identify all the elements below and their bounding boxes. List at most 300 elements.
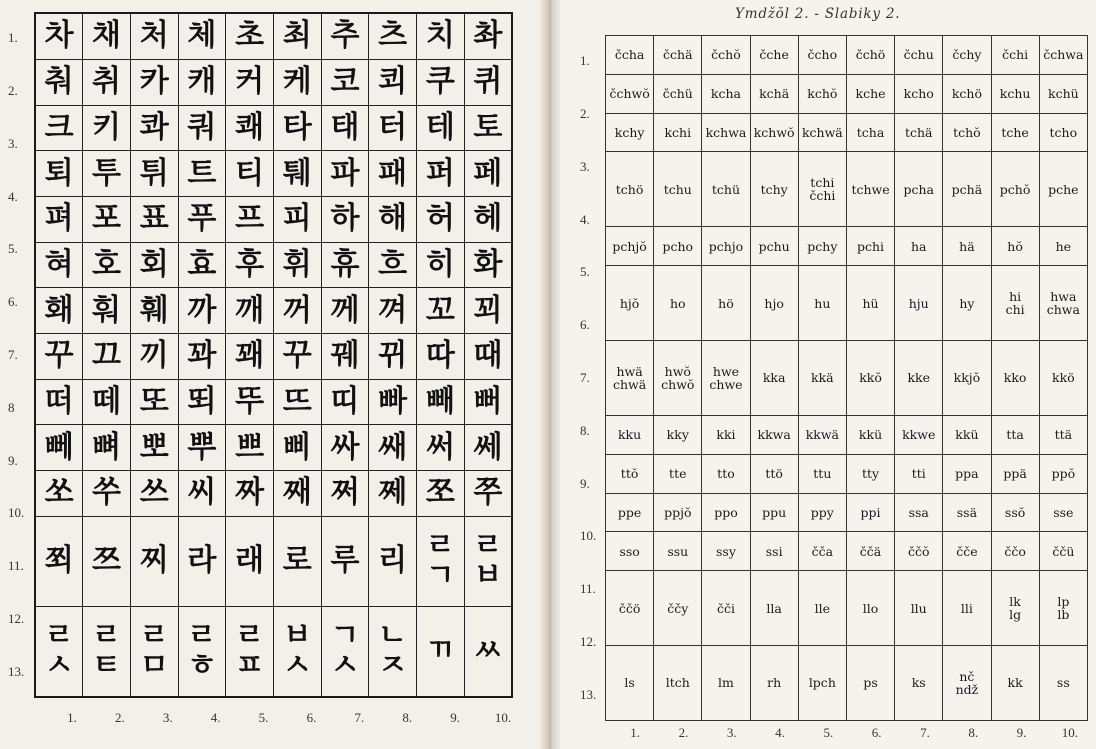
transliteration-cell: ččö	[606, 571, 654, 646]
transliteration-cell: ltch	[654, 646, 702, 721]
transliteration-cell: hjŏ	[606, 266, 654, 341]
transliteration-cell: kchö	[943, 74, 991, 113]
transliteration-cell: he	[1039, 227, 1087, 266]
transliteration-cell: ččä	[846, 532, 894, 571]
table-row	[35, 13, 512, 59]
syllable-cell: 츠	[369, 13, 417, 59]
syllable-cell: 처	[130, 13, 178, 59]
transliteration-cell: kchu	[991, 74, 1039, 113]
syllable-cell: 짜	[226, 471, 274, 517]
row-number: 13.	[8, 663, 25, 679]
syllable-cell: 쯔	[83, 516, 131, 606]
column-number: 8.	[402, 710, 413, 725]
transliteration-cell: tcha	[846, 113, 894, 152]
transliteration-cell: lm	[702, 646, 750, 721]
transliteration-cell: tta	[991, 415, 1039, 454]
row-number: 5.	[580, 264, 590, 280]
transliteration-cell: tche	[991, 113, 1039, 152]
column-number: 2.	[114, 710, 125, 725]
transliteration-cell: kkä	[798, 341, 846, 416]
transliteration-cell: ppo	[702, 493, 750, 532]
syllable-cell: 끼	[130, 334, 178, 380]
table-row	[606, 152, 1088, 227]
row-number: 11.	[580, 581, 596, 597]
transliteration-cell: kchwä	[798, 113, 846, 152]
table-row	[606, 74, 1088, 113]
syllable-cell: ㄴㅈ	[369, 606, 417, 697]
row-number: 10.	[580, 528, 597, 544]
transliteration-cell: kkwa	[750, 415, 798, 454]
transliteration-cell: ččŏ	[895, 532, 943, 571]
transliteration-cell: ppi	[846, 493, 894, 532]
column-number: 10.	[1061, 725, 1078, 740]
transliteration-cell: kkŏ	[846, 341, 894, 416]
transliteration-cell: ha	[895, 227, 943, 266]
syllable-cell: 펴	[35, 196, 83, 242]
syllable-cell: 트	[178, 151, 226, 197]
transliteration-cell: kki	[702, 415, 750, 454]
row-number: 6.	[8, 294, 18, 310]
syllable-cell: 뻬	[35, 425, 83, 471]
syllable-cell: 쓰	[130, 471, 178, 517]
syllable-cell: ㄹㅅ	[35, 606, 83, 697]
syllable-cell: 푸	[178, 196, 226, 242]
column-number: 7.	[920, 725, 930, 740]
syllable-cell: 때	[464, 334, 512, 380]
syllable-cell: 싸	[321, 425, 369, 471]
transliteration-cell: ttä	[1039, 415, 1087, 454]
transliteration-cell: ssu	[654, 532, 702, 571]
transliteration-cell: hu	[798, 266, 846, 341]
transliteration-cell: hwe chwe	[702, 341, 750, 416]
transliteration-cell: čče	[943, 532, 991, 571]
syllable-cell: 리	[369, 516, 417, 606]
transliteration-cell: kko	[991, 341, 1039, 416]
syllable-cell: 태	[321, 105, 369, 151]
syllable-cell: 차	[35, 13, 83, 59]
transliteration-cell: tchŏ	[943, 113, 991, 152]
transliteration-cell: pchä	[943, 152, 991, 227]
syllable-cell: 껴	[369, 288, 417, 334]
syllable-cell: 호	[83, 242, 131, 288]
transliteration-cell: pchjo	[702, 227, 750, 266]
syllable-cell: 포	[83, 196, 131, 242]
transliteration-cell: hi chi	[991, 266, 1039, 341]
syllable-cell: 쩌	[321, 471, 369, 517]
syllable-cell: 쭈	[464, 471, 512, 517]
transliteration-cell: ččy	[654, 571, 702, 646]
transliteration-cell: lp lb	[1039, 571, 1087, 646]
column-number: 8.	[968, 725, 979, 740]
table-row	[606, 415, 1088, 454]
syllable-cell: 카	[130, 59, 178, 105]
row-number: 2.	[580, 106, 590, 122]
transliteration-cell: hŏ	[991, 227, 1039, 266]
transliteration-cell: čchü	[654, 74, 702, 113]
syllable-cell: 써	[417, 425, 465, 471]
syllable-cell: 쑤	[83, 471, 131, 517]
column-number: 3.	[726, 725, 737, 740]
syllable-cell: 뻐	[464, 379, 512, 425]
transliteration-cell: kchwa	[702, 113, 750, 152]
transliteration-cell: ho	[654, 266, 702, 341]
row-number: 8.	[580, 422, 590, 438]
table-row	[606, 646, 1088, 721]
transliteration-cell: ssä	[943, 493, 991, 532]
transliteration-cell: ttu	[798, 454, 846, 493]
transliteration-cell: čchwa	[1039, 36, 1087, 75]
syllable-cell: 추	[321, 13, 369, 59]
transliteration-cell: čchö	[846, 36, 894, 75]
syllable-cell: 쩨	[369, 471, 417, 517]
syllable-cell: 뿌	[178, 425, 226, 471]
row-number: 9.	[8, 452, 18, 468]
transliteration-cell: tchö	[606, 152, 654, 227]
row-number: 6.	[580, 317, 590, 333]
transliteration-cell: kkü	[943, 415, 991, 454]
syllable-cell: 퍼	[417, 151, 465, 197]
transliteration-cell: kcho	[895, 74, 943, 113]
syllable-cell: 효	[178, 242, 226, 288]
syllable-cell: 쁘	[226, 425, 274, 471]
syllable-cell: 퇴	[35, 151, 83, 197]
syllable-cell: 꾸	[273, 334, 321, 380]
transliteration-cell: hö	[702, 266, 750, 341]
transliteration-cell: hä	[943, 227, 991, 266]
syllable-cell: 초	[226, 13, 274, 59]
syllable-cell: 휴	[321, 242, 369, 288]
row-number: 8	[8, 399, 15, 415]
table-row	[606, 454, 1088, 493]
transliteration-cell: čchŏ	[702, 36, 750, 75]
transliteration-cell: lli	[943, 571, 991, 646]
transliteration-cell: pcho	[654, 227, 702, 266]
syllable-cell: 쌔	[369, 425, 417, 471]
transliteration-cell: čcha	[606, 36, 654, 75]
syllable-cell: 삐	[273, 425, 321, 471]
syllable-cell: 파	[321, 151, 369, 197]
transliteration-cell: čči	[702, 571, 750, 646]
syllable-cell: 뙤	[178, 379, 226, 425]
syllable-cell: 쿠	[417, 59, 465, 105]
table-row	[606, 36, 1088, 75]
syllable-cell: 케	[273, 59, 321, 105]
syllable-cell: 꾸	[35, 334, 83, 380]
syllable-cell: 채	[83, 13, 131, 59]
transliteration-cell: lk lg	[991, 571, 1039, 646]
syllable-cell: 취	[83, 59, 131, 105]
transliteration-cell: čche	[750, 36, 798, 75]
transliteration-cell: tchü	[702, 152, 750, 227]
transliteration-cell: ssa	[895, 493, 943, 532]
table-row	[606, 493, 1088, 532]
syllable-cell: 꾀	[464, 288, 512, 334]
column-number: 9.	[450, 710, 461, 725]
transliteration-cell: ssy	[702, 532, 750, 571]
column-number: 7.	[354, 710, 365, 725]
syllable-cell: 촤	[464, 13, 512, 59]
syllable-cell: 뼈	[83, 425, 131, 471]
column-number: 9.	[1016, 725, 1027, 740]
syllable-cell: 쿼	[178, 105, 226, 151]
syllable-cell: 하	[321, 196, 369, 242]
syllable-cell: 퀴	[464, 59, 512, 105]
transliteration-cell: lla	[750, 571, 798, 646]
transliteration-cell: ččü	[1039, 532, 1087, 571]
syllable-cell: 타	[273, 105, 321, 151]
row-number: 1.	[580, 53, 590, 69]
transliteration-cell: ttŏ	[606, 454, 654, 493]
transliteration-cell: ss	[1039, 646, 1087, 721]
transliteration-cell: pchjŏ	[606, 227, 654, 266]
table-row	[35, 151, 512, 197]
syllable-cell: 끄	[83, 334, 131, 380]
syllable-cell: 코	[321, 59, 369, 105]
transliteration-cell: kche	[846, 74, 894, 113]
row-number: 4.	[8, 188, 18, 204]
syllable-cell: 훠	[83, 288, 131, 334]
syllable-cell: 키	[83, 105, 131, 151]
transliteration-cell: kchwŏ	[750, 113, 798, 152]
table-row	[606, 532, 1088, 571]
syllable-cell: 피	[273, 196, 321, 242]
table-row	[606, 571, 1088, 646]
right-page-title: Ymdžŏl 2. - Slabiky 2.	[735, 6, 901, 22]
transliteration-cell: hju	[895, 266, 943, 341]
transliteration-cell: ppu	[750, 493, 798, 532]
syllable-cell: 찌	[130, 516, 178, 606]
book-gutter	[540, 0, 560, 749]
table-row	[35, 59, 512, 105]
syllable-cell: ㄱㅅ	[321, 606, 369, 697]
syllable-cell: ㅂㅅ	[273, 606, 321, 697]
syllable-cell: 토	[464, 105, 512, 151]
row-number: 3.	[580, 158, 590, 174]
transliteration-cell: nč ndž	[943, 646, 991, 721]
transliteration-cell: ppy	[798, 493, 846, 532]
syllable-cell: 빠	[369, 379, 417, 425]
transliteration-cell: kku	[606, 415, 654, 454]
transliteration-cell: llu	[895, 571, 943, 646]
syllable-cell: 께	[321, 288, 369, 334]
table-row	[35, 334, 512, 380]
transliteration-cell: kchy	[606, 113, 654, 152]
syllable-cell: 터	[369, 105, 417, 151]
transliteration-cell: ppŏ	[1039, 454, 1087, 493]
column-number: 5.	[823, 725, 834, 740]
syllable-cell: 훼	[130, 288, 178, 334]
transliteration-cell: kky	[654, 415, 702, 454]
transliteration-cell: ls	[606, 646, 654, 721]
table-row	[606, 113, 1088, 152]
syllable-cell: 띠	[321, 379, 369, 425]
row-number: 13.	[580, 686, 597, 702]
transliteration-cell: tte	[654, 454, 702, 493]
transliteration-cell: ppjŏ	[654, 493, 702, 532]
syllable-cell: 떼	[83, 379, 131, 425]
syllable-cell: 프	[226, 196, 274, 242]
row-number: 9.	[580, 475, 590, 491]
transliteration-cell: kkjŏ	[943, 341, 991, 416]
transliteration-cell: čča	[798, 532, 846, 571]
syllable-cell: 화	[464, 242, 512, 288]
syllable-cell: 헤	[464, 196, 512, 242]
transliteration-cell: tchu	[654, 152, 702, 227]
syllable-cell: ㄹㅎ	[178, 606, 226, 697]
column-number: 5.	[258, 710, 269, 725]
syllable-cell: 체	[178, 13, 226, 59]
transliteration-cell: tty	[846, 454, 894, 493]
syllable-cell: 쏘	[35, 471, 83, 517]
transliteration-cell: hwŏ chwŏ	[654, 341, 702, 416]
syllable-cell: 씨	[178, 471, 226, 517]
syllable-cell: 최	[273, 13, 321, 59]
syllable-cell: 쾌	[226, 105, 274, 151]
transliteration-cell: hjo	[750, 266, 798, 341]
transliteration-cell: tto	[702, 454, 750, 493]
table-row	[35, 425, 512, 471]
syllable-cell: 꼬	[417, 288, 465, 334]
table-row	[35, 242, 512, 288]
syllable-cell: 까	[178, 288, 226, 334]
syllable-cell: 깨	[226, 288, 274, 334]
syllable-cell: 퉤	[273, 151, 321, 197]
syllable-cell: 꺼	[273, 288, 321, 334]
column-number: 6.	[871, 725, 882, 740]
syllable-cell: 회	[130, 242, 178, 288]
transliteration-cell: pcha	[895, 152, 943, 227]
syllable-cell: 뜨	[273, 379, 321, 425]
row-number: 1.	[8, 30, 18, 46]
syllable-cell: 캐	[178, 59, 226, 105]
transliteration-cell: sso	[606, 532, 654, 571]
syllable-cell: 테	[417, 105, 465, 151]
syllable-cell: 빼	[417, 379, 465, 425]
syllable-cell: 투	[83, 151, 131, 197]
transliteration-cell: pchŏ	[991, 152, 1039, 227]
syllable-cell: 춰	[35, 59, 83, 105]
syllable-cell: 루	[321, 516, 369, 606]
column-number: 6.	[306, 710, 317, 725]
row-number: 10.	[8, 505, 25, 521]
transliteration-cell: kkö	[1039, 341, 1087, 416]
transliteration-cell: kchi	[654, 113, 702, 152]
syllable-cell: 흐	[369, 242, 417, 288]
transliteration-cell: čcho	[798, 36, 846, 75]
row-number: 3.	[8, 135, 18, 151]
transliteration-cell: kk	[991, 646, 1039, 721]
row-number: 7.	[8, 347, 18, 362]
syllable-cell: ㄲ	[417, 606, 465, 697]
syllable-cell: 튀	[130, 151, 178, 197]
transliteration-cell: kchŏ	[798, 74, 846, 113]
transliteration-cell: kkwe	[895, 415, 943, 454]
korean-syllable-table	[34, 12, 513, 698]
transliteration-cell: ppe	[606, 493, 654, 532]
transliteration-cell: kke	[895, 341, 943, 416]
transliteration-cell: hwa chwa	[1039, 266, 1087, 341]
table-row	[35, 516, 512, 606]
transliteration-cell: tchwe	[846, 152, 894, 227]
transliteration-cell: tcho	[1039, 113, 1087, 152]
syllable-cell: ㅆ	[464, 606, 512, 697]
syllable-cell: 홰	[35, 288, 83, 334]
syllable-cell: 떠	[35, 379, 83, 425]
table-row	[35, 196, 512, 242]
column-number: 4.	[210, 710, 221, 725]
transliteration-cell: sse	[1039, 493, 1087, 532]
row-number: 12.	[8, 610, 25, 626]
syllable-cell: 콰	[130, 105, 178, 151]
table-row	[606, 266, 1088, 341]
syllable-cell: 따	[417, 334, 465, 380]
transliteration-cell: lle	[798, 571, 846, 646]
transliteration-cell: pchu	[750, 227, 798, 266]
table-row	[35, 105, 512, 151]
table-row	[35, 379, 512, 425]
syllable-cell: 라	[178, 516, 226, 606]
transliteration-cell: llo	[846, 571, 894, 646]
table-row	[35, 606, 512, 697]
table-row	[35, 471, 512, 517]
transliteration-cell: kka	[750, 341, 798, 416]
transliteration-cell: lpch	[798, 646, 846, 721]
transliteration-cell: pchi	[846, 227, 894, 266]
syllable-cell: 티	[226, 151, 274, 197]
syllable-cell: ㄹㅌ	[83, 606, 131, 697]
transliteration-cell: kkü	[846, 415, 894, 454]
table-row	[606, 227, 1088, 266]
transliteration-cell: čchi	[991, 36, 1039, 75]
transliteration-cell: ssŏ	[991, 493, 1039, 532]
syllable-cell: 패	[369, 151, 417, 197]
table-row	[606, 341, 1088, 416]
transliteration-cell: pchy	[798, 227, 846, 266]
syllable-cell: 페	[464, 151, 512, 197]
syllable-cell: 혀	[35, 242, 83, 288]
row-number: 2.	[8, 83, 18, 99]
transliteration-cell: tti	[895, 454, 943, 493]
syllable-cell: 쬐	[35, 516, 83, 606]
syllable-cell: 뀌	[369, 334, 417, 380]
column-number: 3.	[162, 710, 173, 725]
transliteration-cell: hy	[943, 266, 991, 341]
syllable-cell: 크	[35, 105, 83, 151]
syllable-cell: 히	[417, 242, 465, 288]
syllable-cell: 째	[273, 471, 321, 517]
transliteration-cell: čchu	[895, 36, 943, 75]
transliteration-cell: pche	[1039, 152, 1087, 227]
transliteration-cell: čchä	[654, 36, 702, 75]
column-number: 1.	[67, 710, 77, 725]
transliteration-cell: tchä	[895, 113, 943, 152]
row-number: 5.	[8, 241, 18, 257]
table-row	[35, 288, 512, 334]
syllable-cell: 꽤	[226, 334, 274, 380]
column-number: 4.	[775, 725, 785, 740]
syllable-cell: 뽀	[130, 425, 178, 471]
column-number: 2.	[678, 725, 689, 740]
syllable-cell: ㄹㄱ	[417, 516, 465, 606]
transliteration-cell: tchy	[750, 152, 798, 227]
transliteration-cell: ppa	[943, 454, 991, 493]
transliteration-cell: ppä	[991, 454, 1039, 493]
row-number: 12.	[580, 633, 597, 649]
syllable-cell: 표	[130, 196, 178, 242]
syllable-cell: 로	[273, 516, 321, 606]
syllable-cell: 뚜	[226, 379, 274, 425]
syllable-cell: ㄹㅍ	[226, 606, 274, 697]
